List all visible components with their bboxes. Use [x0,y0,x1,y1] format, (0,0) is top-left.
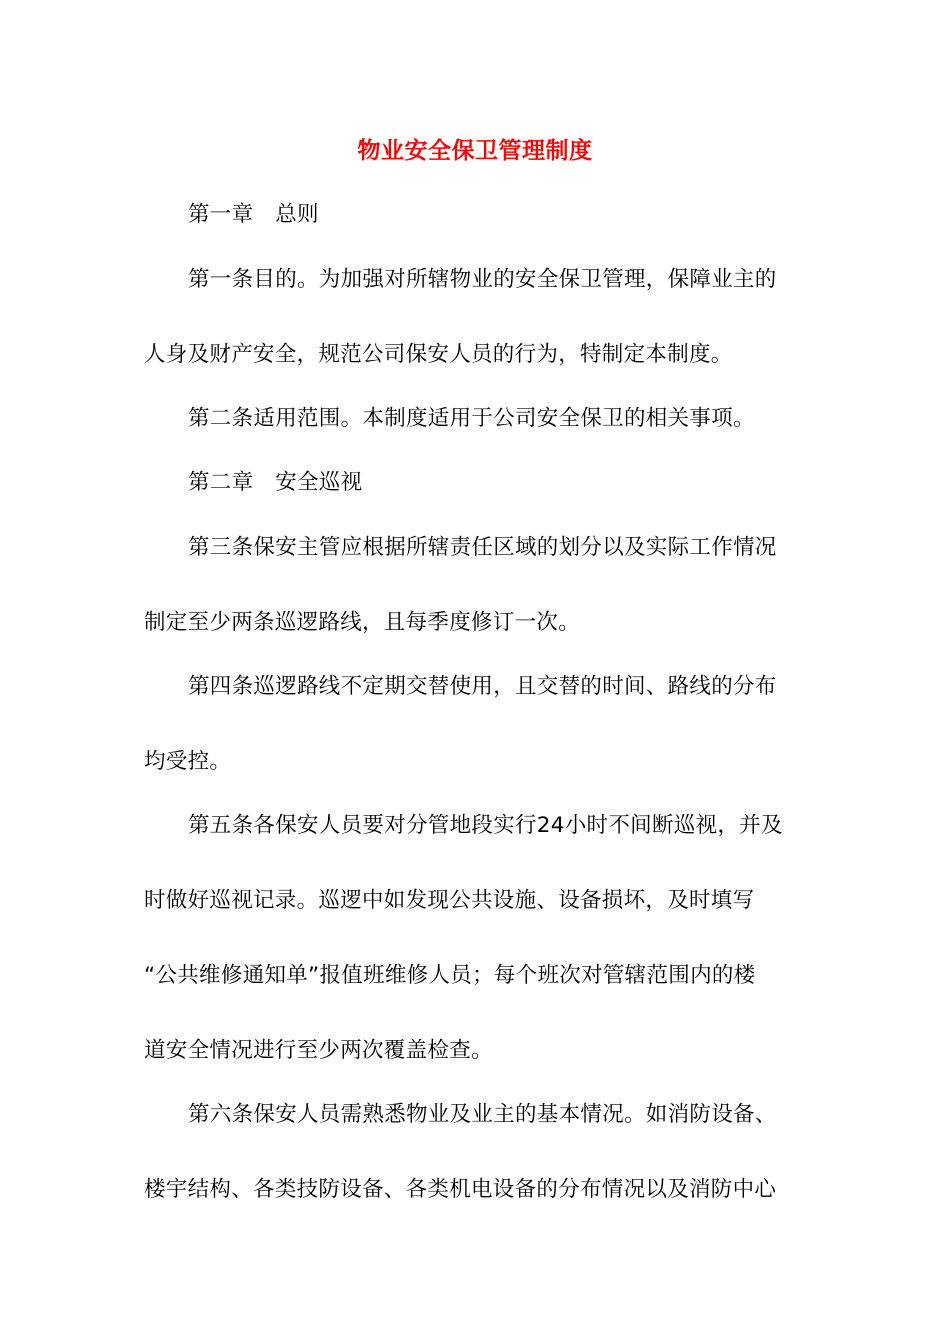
chapter-2-heading: 第二章 安全巡视 [188,470,363,495]
article-5-line-2: 时做好巡视记录。巡逻中如发现公共设施、设备损坏，及时填写 [144,888,755,913]
article-3-line-1: 第三条保安主管应根据所辖责任区域的划分以及实际工作情况 [188,535,777,560]
article-6-line-2: 楼宇结构、各类技防设备、各类机电设备的分布情况以及消防中心 [144,1177,777,1202]
article-5-line-1: 第五条各保安人员要对分管地段实行24小时不间断巡视，并及 [188,813,783,838]
chapter-1-heading: 第一章 总则 [188,202,319,227]
document-title: 物业安全保卫管理制度 [357,138,593,164]
article-3-line-2: 制定至少两条巡逻路线，且每季度修订一次。 [144,610,581,635]
article-1-line-2: 人身及财产安全，规范公司保安人员的行为，特制定本制度。 [144,342,733,367]
article-2-line-1: 第二条适用范围。本制度适用于公司安全保卫的相关事项。 [188,406,755,431]
article-6-line-1: 第六条保安人员需熟悉物业及业主的基本情况。如消防设备、 [188,1102,777,1127]
article-4-line-1: 第四条巡逻路线不定期交替使用，且交替的时间、路线的分布 [188,674,777,699]
article-5-line-3: “公共维修通知单”报值班维修人员；每个班次对管辖范围内的楼 [144,963,756,988]
article-1-line-1: 第一条目的。为加强对所辖物业的安全保卫管理，保障业主的 [188,267,777,292]
article-4-line-2: 均受控。 [144,749,232,774]
article-5-line-4: 道安全情况进行至少两次覆盖检查。 [144,1038,493,1063]
